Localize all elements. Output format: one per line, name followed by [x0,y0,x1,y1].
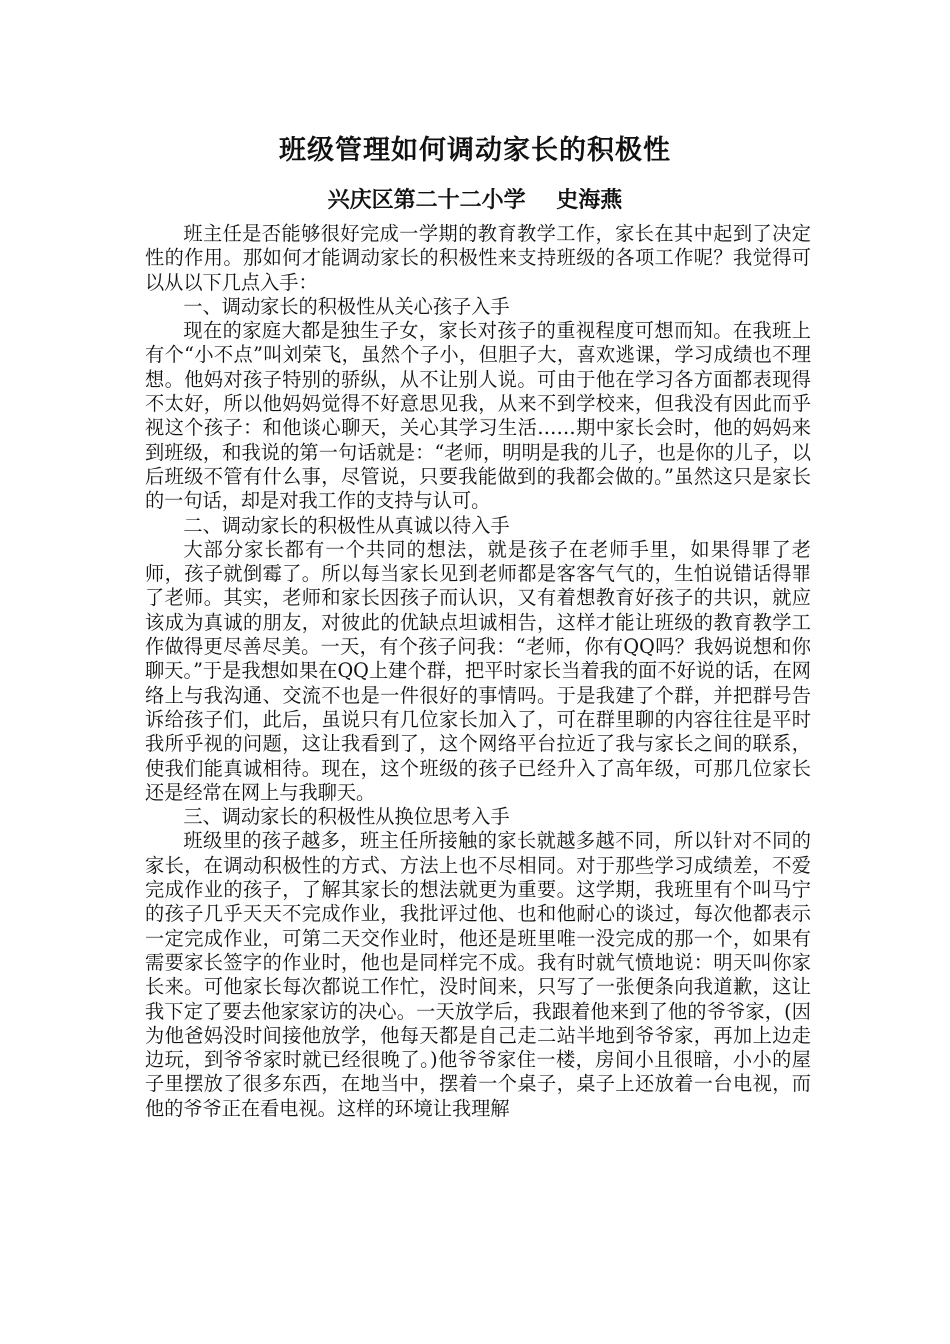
section-heading-1: 一、调动家长的积极性从关心孩子入手 [183,294,510,318]
author-byline: 兴庆区第二十二小学 史海燕 [327,187,623,213]
section-3-paragraph: 班级里的孩子越多，班主任所接触的家长就越多越不同，所以针对不同的家长，在调动积极性的方式、方法上也不尽相同。对于那些学习成绩差，不爱完成作业的孩子，了解其家长的想法就更为重要。这学期，我班里有个叫马宁的孩子几乎天天不完成作业，我批评过他、也和他耐心的谈过，每次他都表示一定完成作业，可第二天交作业时，他还是班里唯一没完成的那一个，如果有需要家长签字的作业时，他也是同样完不成。我有时就气愤地说：明天叫你家长来。可他家长每次都说工作忙，没时间来，只写了一张便条向我道歉，这让我下定了要去他家家访的决心。一天放学后，我跟着他来到了他的爷爷家，(因为他爸妈没时间接他放学，他每天都是自己走二站半地到爷爷家，再加上边走边玩，到爷爷家时就已经很晚了。)他爷爷家住一楼，房间小且很暗，小小的屋子里摆放了很多东西，在地当中，摆着一个桌子，桌子上还放着一台电视，而他的爷爷正在看电视。这样的环境让我理解 [145,829,811,1120]
section-1-paragraph: 现在的家庭大都是独生子女，家长对孩子的重视程度可想而知。在我班上有个“小不点”叫刘荣飞，虽然个子小，但胆子大，喜欢逃课，学习成绩也不理想。他妈对孩子特别的骄纵，从不让别人说。可由于他在学习各方面都表现得不太好，所以他妈妈觉得不好意思见我，从来不到学校来，但我没有因此而乎视这个孩子：和他谈心聊天，关心其学习生活……期中家长会时，他的妈妈来到班级，和我说的第一句话就是：“老师，明明是我的儿子，也是你的儿子，以后班级不管有什么事，尽管说，只要我能做到的我都会做的。”虽然这只是家长的一句话，却是对我工作的支持与认可。 [145,319,811,513]
section-heading-3: 三、调动家长的积极性从换位思考入手 [183,805,510,829]
document-title: 班级管理如何调动家长的积极性 [279,135,671,166]
document-body [145,222,811,1121]
intro-paragraph: 班主任是否能够很好完成一学期的教育教学工作，家长在其中起到了决定性的作用。那如何才能调动家长的积极性来支持班级的各项工作呢？我觉得可以从以下几点入手： [145,222,811,294]
section-heading-2: 二、调动家长的积极性从真诚以待入手 [183,513,510,537]
section-2-paragraph: 大部分家长都有一个共同的想法，就是孩子在老师手里，如果得罪了老师，孩子就倒霉了。所以每当家长见到老师都是客客气气的，生怕说错话得罪了老师。其实，老师和家长因孩子而认识，又有着想教育好孩子的共识，就应该成为真诚的朋友，对彼此的优缺点坦诚相告，这样才能让班级的教育教学工作做得更尽善尽美。一天，有个孩子问我：“老师，你有QQ吗？我妈说想和你聊天。”于是我想如果在QQ上建个群，把平时家长当着我的面不好说的话，在网络上与我沟通、交流不也是一件很好的事情吗。于是我建了个群，并把群号告诉给孩子们，此后，虽说只有几位家长加入了，可在群里聊的内容往往是平时我所乎视的问题，这让我看到了，这个网络平台拉近了我与家长之间的联系，使我们能真诚相待。现在，这个班级的孩子已经升入了高年级，可那几位家长还是经常在网上与我聊天。 [145,537,811,804]
